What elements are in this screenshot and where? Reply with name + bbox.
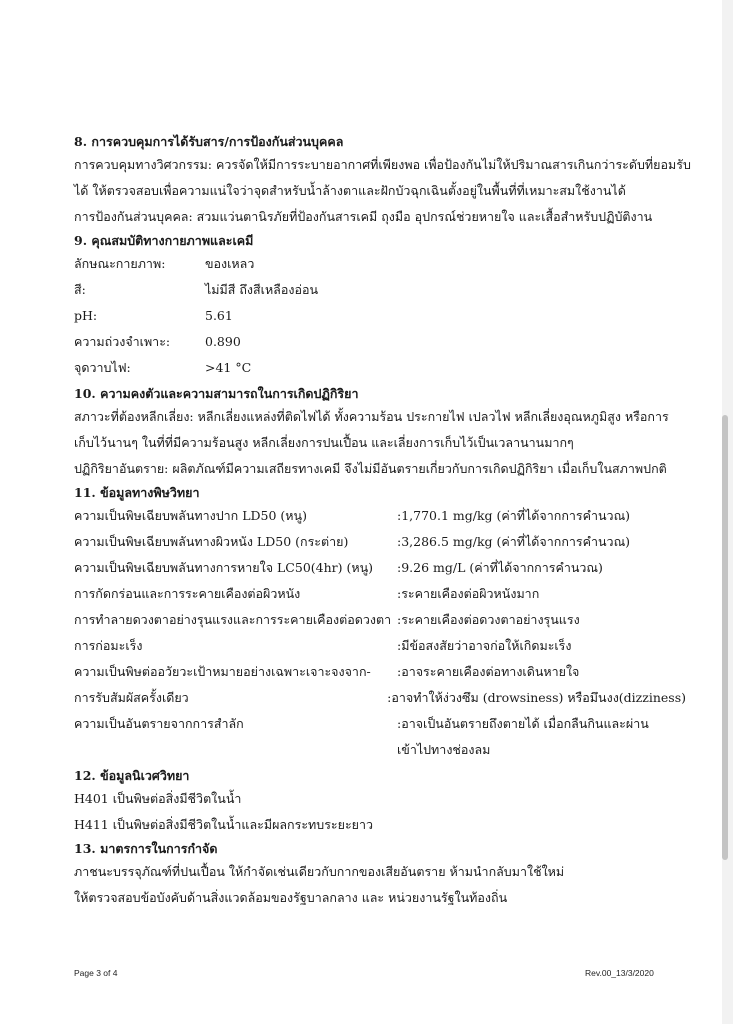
property-label: ความถ่วงจำเพาะ: (74, 334, 171, 349)
property-label: pH: (74, 308, 98, 323)
section-12-line: H401 เป็นพิษต่อสิ่งมีชีวิตในน้ำ (74, 791, 242, 806)
property-value: ไม่มีสี ถึงสีเหลืองอ่อน (205, 282, 319, 297)
toxicology-label: การกัดกร่อนและการระคายเคืองต่อผิวหนัง (74, 586, 301, 601)
property-row (74, 329, 686, 355)
property-value: 0.890 (205, 334, 241, 349)
document-content (74, 131, 691, 911)
property-row (74, 303, 686, 329)
section-9-heading: 9. คุณสมบัติทางกายภาพและเคมี (74, 233, 254, 248)
section-10-line: ปฏิกิริยาอันตราย: ผลิตภัณฑ์มีความเสถียรทางเคมี จึงไม่มีอันตรายเกี่ยวกับการเกิดปฏิกิริยา เมื่อเก็บในสภาพปกติ (74, 461, 667, 476)
section-8-line: การป้องกันส่วนบุคคล: สวมแว่นตานิรภัยที่ป้องกันสารเคมี ถุงมือ อุปกรณ์ช่วยหายใจ และเสื้อสำหรับปฏิบัติงาน (74, 209, 653, 224)
property-label: ลักษณะกายภาพ: (74, 256, 166, 271)
section-8-line: ได้ ให้ตรวจสอบเพื่อความแน่ใจว่าจุดสำหรับน้ำล้างตาและฝักบัวฉุกเฉินตั้งอยู่ในพื้นที่ที่เหมาะสมใช้งานได้ (74, 183, 626, 198)
section-13-heading: 13. มาตรการในการกำจัด (74, 841, 218, 856)
toxicology-row (74, 555, 686, 581)
property-value: 5.61 (205, 308, 233, 323)
section-13-line: ให้ตรวจสอบข้อบังคับด้านสิ่งแวดล้อมของรัฐบาลกลาง และ หน่วยงานรัฐในท้องถิ่น (74, 890, 508, 905)
toxicology-row (74, 685, 686, 711)
property-value: >41 °C (205, 360, 252, 375)
toxicology-row (74, 711, 686, 737)
revision-label: Rev.00_13/3/2020 (585, 968, 654, 978)
toxicology-label: ความเป็นพิษเฉียบพลันทางปาก LD50 (หนู) (74, 508, 307, 523)
toxicology-value: :ระคายเคืองต่อดวงตาอย่างรุนแรง (397, 612, 580, 627)
toxicology-value: :3,286.5 mg/kg (ค่าที่ได้จากการคำนวณ) (397, 534, 631, 549)
toxicology-label: การทำลายดวงตาอย่างรุนแรงและการระคายเคืองต่อดวงตา (74, 612, 392, 627)
section-12-heading: 12. ข้อมูลนิเวศวิทยา (74, 768, 190, 783)
property-label: จุดวาบไฟ: (74, 360, 131, 375)
section-13-line: ภาชนะบรรจุภัณฑ์ที่ปนเปื้อน ให้กำจัดเช่นเดียวกับกากของเสียอันตราย ห้ามนำกลับมาใช้ใหม่ (74, 864, 565, 879)
toxicology-row (74, 607, 686, 633)
toxicology-row (74, 503, 686, 529)
section-10-line: สภาวะที่ต้องหลีกเลี่ยง: หลีกเลี่ยงแหล่งที่ติดไฟได้ ทั้งความร้อน ประกายไฟ เปลวไฟ หลีกเลี่ยงอุณหภูมิสูง หรือการ (74, 409, 669, 424)
toxicology-value: :อาจเป็นอันตรายถึงตายได้ เมื่อกลืนกินและผ่าน (397, 716, 649, 731)
property-label: สี: (74, 282, 86, 297)
section-8-line: การควบคุมทางวิศวกรรม: ควรจัดให้มีการระบายอากาศที่เพียงพอ เพื่อป้องกันไม่ให้ปริมาณสารเกินกว่าระดับที่ยอมรับ (74, 157, 691, 172)
page-number: Page 3 of 4 (74, 968, 118, 978)
toxicology-label (74, 737, 397, 763)
toxicology-row (74, 659, 686, 685)
toxicology-value: :9.26 mg/L (ค่าที่ได้จากการคำนวณ) (397, 560, 603, 575)
toxicology-row (74, 581, 686, 607)
toxicology-label: ความเป็นพิษเฉียบพลันทางการหายใจ LC50(4hr) (หนู) (74, 560, 374, 575)
section-8-heading: 8. การควบคุมการได้รับสาร/การป้องกันส่วนบุคคล (74, 134, 344, 149)
toxicology-row (74, 633, 686, 659)
section-11-heading: 11. ข้อมูลทางพิษวิทยา (74, 485, 200, 500)
toxicology-value: :มีข้อสงสัยว่าอาจก่อให้เกิดมะเร็ง (397, 638, 572, 653)
toxicology-row (74, 529, 686, 555)
section-12-line: H411 เป็นพิษต่อสิ่งมีชีวิตในน้ำและมีผลกระทบระยะยาว (74, 817, 374, 832)
section-10-line: เก็บไว้นานๆ ในที่ที่มีความร้อนสูง หลีกเลี่ยงการปนเปื้อน และเลี่ยงการเก็บไว้เป็นเวลานานมากๆ (74, 435, 574, 450)
section-10-heading: 10. ความคงตัวและความสามารถในการเกิดปฏิกิริยา (74, 386, 359, 401)
toxicology-value: :อาจทำให้ง่วงซึม (drowsiness) หรือมึนงง(dizziness) (387, 690, 686, 705)
toxicology-value: :1,770.1 mg/kg (ค่าที่ได้จากการคำนวณ) (397, 508, 631, 523)
toxicology-label: การก่อมะเร็ง (74, 638, 143, 653)
property-value: ของเหลว (205, 256, 255, 271)
property-row (74, 355, 686, 381)
vertical-scrollbar[interactable] (722, 415, 728, 860)
toxicology-value: :อาจระคายเคืองต่อทางเดินหายใจ (397, 664, 580, 679)
toxicology-row (74, 737, 686, 763)
toxicology-label: การรับสัมผัสครั้งเดียว (74, 690, 189, 705)
toxicology-label: ความเป็นอันตรายจากการสำลัก (74, 716, 244, 731)
property-row (74, 251, 686, 277)
toxicology-label: ความเป็นพิษต่ออวัยวะเป้าหมายอย่างเฉพาะเจาะจงจาก- (74, 664, 371, 679)
toxicology-value: เข้าไปทางช่องลม (397, 742, 491, 757)
toxicology-label: ความเป็นพิษเฉียบพลันทางผิวหนัง LD50 (กระต่าย) (74, 534, 349, 549)
toxicology-value: :ระคายเคืองต่อผิวหนังมาก (397, 586, 540, 601)
property-row (74, 277, 686, 303)
